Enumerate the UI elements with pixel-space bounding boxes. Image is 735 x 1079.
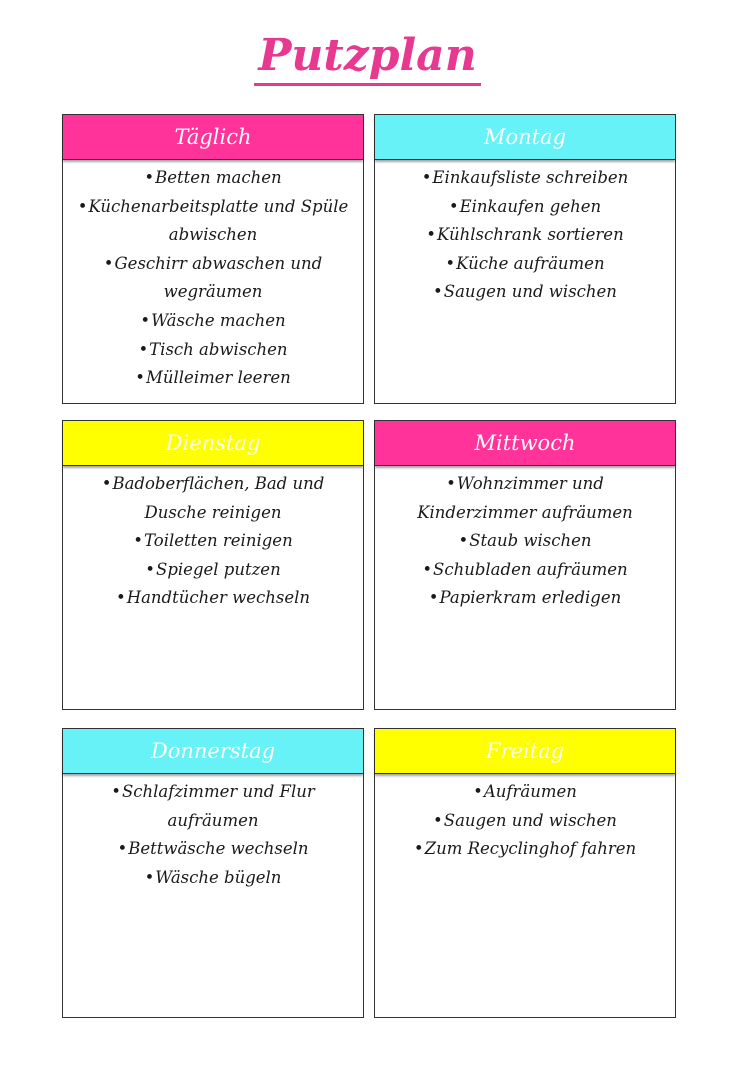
card-heading: Freitag: [485, 739, 565, 763]
task-item: • Papierkram erledigen: [389, 584, 661, 613]
card-mittwoch: [374, 420, 676, 710]
page-title: [0, 30, 735, 86]
task-item: • Handtücher wechseln: [77, 584, 349, 613]
card-donnerstag: [62, 728, 364, 1018]
task-item: • Einkaufsliste schreiben: [389, 164, 661, 193]
card-taeglich: [62, 114, 364, 404]
task-list: [63, 774, 363, 892]
task-item: • Wäsche machen: [77, 307, 349, 336]
task-item: • Wäsche bügeln: [77, 864, 349, 893]
task-item: • Staub wischen: [389, 527, 661, 556]
task-item: • Saugen und wischen: [389, 807, 661, 836]
card-heading: Donnerstag: [150, 739, 276, 763]
card-heading: Montag: [483, 125, 567, 149]
task-list: [63, 466, 363, 613]
task-item: • Saugen und wischen: [389, 278, 661, 307]
task-item: • Schubladen aufräumen: [389, 556, 661, 585]
task-item: • Zum Recyclinghof fahren: [389, 835, 661, 864]
task-item: • Aufräumen: [389, 778, 661, 807]
task-item: • Schlafzimmer und Flur aufräumen: [77, 778, 349, 835]
task-list: [375, 466, 675, 613]
card-header: [375, 729, 675, 774]
task-list: [375, 774, 675, 864]
task-item: • Geschirr abwaschen und wegräumen: [77, 250, 349, 307]
task-item: • Spiegel putzen: [77, 556, 349, 585]
card-header: [63, 729, 363, 774]
task-item: • Toiletten reinigen: [77, 527, 349, 556]
card-dienstag: [62, 420, 364, 710]
task-item: • Küche aufräumen: [389, 250, 661, 279]
task-item: • Betten machen: [77, 164, 349, 193]
card-header: [375, 421, 675, 466]
card-heading: Dienstag: [165, 431, 261, 455]
card-header: [63, 421, 363, 466]
card-header: [375, 115, 675, 160]
task-item: • Badoberflächen, Bad und Dusche reinigen: [77, 470, 349, 527]
task-item: • Mülleimer leeren: [77, 364, 349, 393]
card-montag: [374, 114, 676, 404]
task-item: • Einkaufen gehen: [389, 193, 661, 222]
task-list: [375, 160, 675, 307]
task-list: [63, 160, 363, 393]
task-item: • Bettwäsche wechseln: [77, 835, 349, 864]
card-header: [63, 115, 363, 160]
task-item: • Küchenarbeitsplatte und Spüle abwischen: [77, 193, 349, 250]
card-freitag: [374, 728, 676, 1018]
task-item: • Tisch abwischen: [77, 336, 349, 365]
card-heading: Mittwoch: [474, 431, 576, 455]
page-title-text: Putzplan: [254, 30, 480, 86]
task-item: • Wohnzimmer und Kinderzimmer aufräumen: [389, 470, 661, 527]
card-heading: Täglich: [174, 125, 252, 149]
task-item: • Kühlschrank sortieren: [389, 221, 661, 250]
